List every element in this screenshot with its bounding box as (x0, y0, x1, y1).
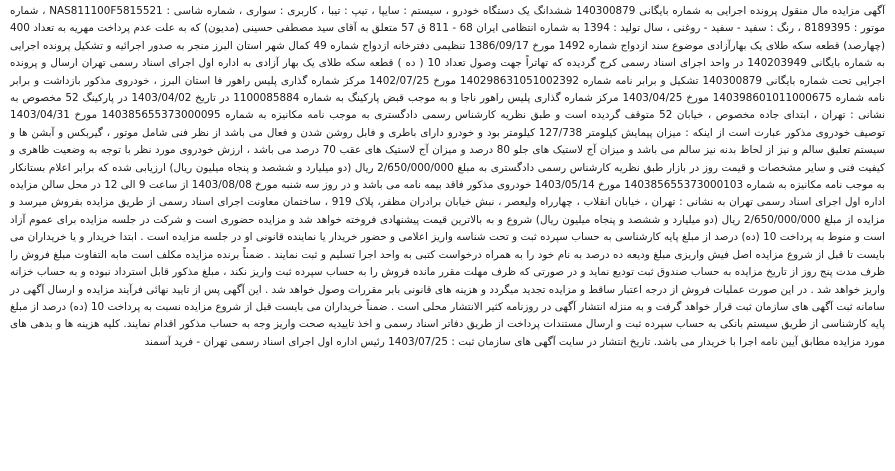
notice-body-text: آگهی مزایده مال منقول پرونده اجرایی به شماره بایگانی 140300879 ششدانگ یک دستگاه خودرو ، سیستم : سایپا ، تیپ : تیبا ، کاربری : سواری ، شماره شاسی : NAS811100F5815521 ، شماره موتور : 8189395 ، رنگ : سفید - سفید - روغنی ، سال تولید : 1394 به شماره انتظامی ایران 68 - 811 ق 57 متعلق به آقای سید مصطفی حسینی (مدیون) که به علت عدم پرداخت مهریه به تعداد 400 (چهارصد) قطعه سکه طلای یک بهارآزادی موضوع سند ازدواج شماره 1492 مورخ 1386/09/17 تنظیمی دفترخانه ازدواج شماره 49 کمال شهر استان البرز منجر به صدور اجرائیه و تشکیل پرونده اجرایی به شماره بایگانی 140203949 در واحد اجرای اسناد رسمی کرج گردیده که تهاتراً جهت وصول تعداد 10 ( ده ) قطعه سکه طلای یک بهار آزادی به اداره اول اجرای اسناد رسمی تهران ارسال و پرونده اجرایی تحت شماره بایگانی 140300879 تشکیل و برابر نامه شماره 140298631051002392 مورخ 1402/07/25 مرکز شماره گذاری پلیس راهور فا استان البرز ، خودروی مذکور بازداشت و برابر نامه شماره 140398601011000675 مورخ 1403/04/25 مرکز شماره گذاری پلیس راهور ناجا و به موجب قبض پارکینگ به شماره 1100085884 در تاریخ 1403/04/02 در پارکینگ 52 مخصوص به نشانی : تهران ، ابتدای جاده مخصوص ، خیابان 52 متوقف گردیده است و طبق نظریه کارشناس رسمی دادگستری به موجب نامه مکانیزه به شماره 140385655373000095 مورخ 1403/04/31 توصیف خودروی مذکور عبارت است از اینکه : میزان پیمایش کیلومتر 127/738 کیلومتر بود و خودرو دارای باطری و فابل روشن شدن و فعال می باشد از نظر فنی شامل موتور ، گیربکس و آبشن ها و سیستم تعلیق سالم و نیز از لحاظ بدنه نیز سالم می باشد و میزان آج لاستیک های جلو 80 درصد و میزان آج لاستیک های عقب 70 درصد می باشد ، ارزش خودروی مورد نظر با توجه به وضعیت ظاهری و کیفیت فنی و سایر مشخصات و قیمت روز در بازار طبق نظریه کارشناس رسمی دادگستری به مبلغ 2/650/000/000 ریال (دو میلیارد و ششصد و پنجاه میلیون ریال) ارزیابی شده که برابر اعلام بستانکار به موجب نامه مکانیزه به شماره 140385655373000103 مورخ 1403/05/14 خودروی مذکور فاقد بیمه نامه می باشد و در روز سه شنبه مورخ 1403/08/08 از ساعت 9 الی 12 در محل سالن مزایده اداره اول اجرای اسناد رسمی تهران به نشانی : تهران ، خیابان انقلاب ، چهارراه ولیعصر ، نبش خیابان برادران مظفر، پلاک 919 ، ساختمان معاونت اجرای اسناد رسمی از طریق مزایده بفروش میرسد و مزایده از مبلغ 2/650/000/000 ریال (دو میلیارد و ششصد و پنجاه میلیون ریال) شروع و به بالاترین قیمت پیشنهادی فروخته خواهد شد و مزایده حضوری است و شرکت در جلسه مزایده برای عموم آزاد است و منوط به پرداخت 10 (ده) درصد از مبلغ پایه کارشناسی به حساب سپرده ثبت و تحت شناسه واریز اعلامی و حضور خریدار یا نماینده قانونی او در جلسه مزایده است . ابتدا خریدار و یا خریداران می بایست تا قبل از شروع مزایده اصل فیش واریزی مبلغ ودیعه ده درصد به نام خود را به همراه درخواست کتبی به واحد اجرا تسلیم و ثبت نمایند . ضمناً برنده مزایده مکلف است مابه التفاوت مبلغ فروش را ظرف مدت پنج روز از تاریخ مزایده به حساب صندوق ثبت تودیع نماید و در صورتی که ظرف مهلت مقرر مانده فروش را به حساب سپرده ثبت واریز نکند ، مبلغ مذکور قابل استرداد نبوده و به حساب خزانه واریز خواهد شد . در این صورت عملیات فروش از درجه اعتبار ساقط و مزایده تجدید میگردد و هزینه های قانونی بابر مقررات وصول خواهد شد . این آگهی پس از تایید نهائی فرآیند مزایده و ارسال آگهی در سامانه ثبت آگهی های سازمان ثبت قرار خواهد گرفت و به منزله انتشار آگهی در روزنامه کثیر الانتشار محلی است . ضمناً خریداران می بایست قبل از شروع مزایده نسبت به پرداخت 10 (ده) درصد از مبلغ پایه کارشناسی از طریق سیستم بانکی به حساب سپرده ثبت و ارسال مستندات پرداخت از طریق دفاتر اسناد رسمی و اخذ تاییدیه صحت واریز وجه به حساب مذکور اقدام نمایند. کلیه هزینه ها و بدهی های مورد مزایده مطابق آیین نامه اجرا با خریدار می باشد. تاریخ انتشار در سایت آگهی های سازمان ثبت : 1403/07/25 رئیس اداره اول اجرای اسناد رسمی تهران - فرید آسمند (10, 5, 886, 348)
